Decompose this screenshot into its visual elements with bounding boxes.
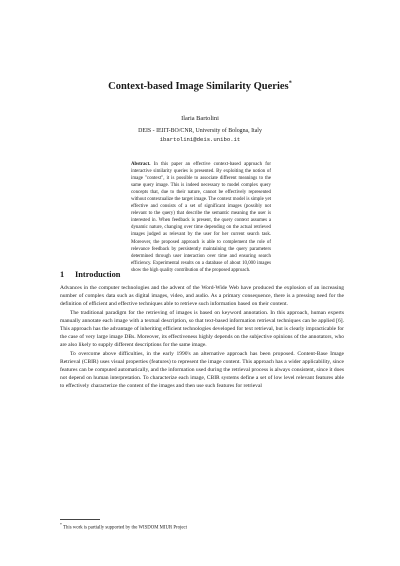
paragraph: Advances in the computer technologies and the advent of the Word-Wide Web have produced the explosion of an increasing number of complex data such as digital images, video, and audio. As a primary consequence, there is a pressing need for the definition of efficient and effective techniques able to retrieve such information based on their content. <box>60 285 344 308</box>
abstract-label: Abstract. <box>131 162 151 167</box>
footnote-rule <box>60 519 100 520</box>
author-affiliation <box>40 128 360 143</box>
abstract-text: In this paper an effective context-based approach for interactive similarity queries is presented. By exploiting the notion of image "context", it is possible to associate different meanings to the same query image. This is indeed necessary to model complex query concepts that, due to their nature, cannot be effectively represented without contextualize the target image. The context model is simple yet effective and consists of a set of significant images (possibly not relevant to the query) that describe the semantic meaning the user is interested in. When feedback is present, the query context assumes a dynamic nature, changing over time depending on the actual retrieved images judged as relevant by the user for her current search task. Moreover, the proposed approach is able to complement the role of relevance feedback by persistently maintaining the query parameters determined through user interaction over time and ensuring search efficiency. Experimental results on a database of about 10,000 images show the high quality contribution of the proposed approach. <box>131 162 271 273</box>
section-title: Introduction <box>75 270 121 279</box>
footnote-text: This work is partially supported by the WISDOM MIUR Project <box>63 525 187 531</box>
paragraph: The traditional paradigm for the retrieving of images is based on keyword annotation. In this approach, human experts manually annotate each image with a textual description, so that text-based information retrieval techniques can be applied [6]. This approach has the advantage of inheriting efficient technologies developed for text retrieval, but is clearly impracticable for the case of very large image DBs. Moreover, its effectiveness highly depends on the subjective opinions of the annotators, who are also likely to supply different descriptions for the same image. <box>60 309 344 349</box>
abstract <box>131 161 271 274</box>
paragraph: To overcome above difficulties, in the early 1990's an alternative approach has been proposed. Content-Base Image Retrieval (CBIR) uses visual properties (features) to represent the image content. This approach has a wider applicability, since features can be computed automatically, and the information used during the retrieval process is always consistent, since it does not depend on human interpretation. To characterize each image, CBIR systems define a set of low level relevant features able to effectively characterize the content of the images and then use such features for retrieval <box>60 350 344 390</box>
affiliation-text: DEIS - IEIIT-BO/CNR, University of Bologna, Italy <box>138 128 262 134</box>
body-text <box>60 284 344 391</box>
section-heading <box>60 269 120 280</box>
author-email: ibartolini@deis.unibo.it <box>159 135 241 143</box>
title-footnote-mark: * <box>288 79 292 87</box>
author-name: Ilaria Bartolini <box>181 115 219 122</box>
section-number: 1 <box>60 270 65 279</box>
footnote-mark: * <box>60 523 62 527</box>
footnote <box>60 522 344 532</box>
paper-title <box>40 80 360 93</box>
paper-title-text: Context-based Image Similarity Queries <box>108 81 289 92</box>
